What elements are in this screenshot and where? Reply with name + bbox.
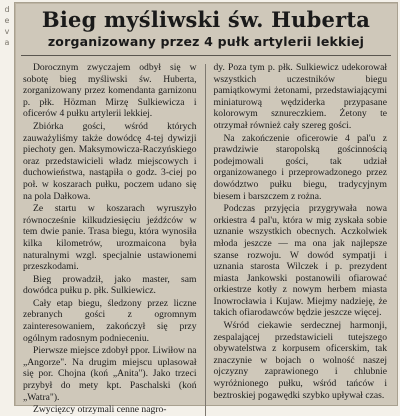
- paragraph: Wśród ciekawie serdecznej harmonji, zespalającej przedstawicieli tutejszego obywatelstwa z korpusem oficerskim, tak znaczynie w bojach o wolność naszej ojczyzny zaprawionego i chlubnie wyróżnionego pułku, wśród tańców i beztroskiej pogawędki szybko upływał czas.: [213, 320, 387, 401]
- article-columns: [15, 56, 397, 416]
- paragraph: Dorocznym zwyczajem odbył się w sobotę bieg myśliwski św. Huberta, zorganizowany przez komendanta garnizonu p. płk. Hözman Mirzę Sulkiewicza i oficerów 4 pułku artylerii lekkiej.: [23, 62, 197, 120]
- paragraph: Zbiórka gości, wśród których zauważyliśmy także dowódcę 4-tej dywizji piechoty gen. Maksymowicza-Raczyńskiego oraz przedstawicieli władz miejscowych i duchowieństwa, nastąpiła o godz. 3-ciej po poł. w koszarach pułku, poczem udano się na pola Dałkowa.: [23, 120, 197, 202]
- margin-edge-text: [1, 4, 13, 48]
- paragraph: dy. Poza tym p. płk. Sulkiewicz udekorował wszystkich uczestników biegu pamiątkowymi żetonami, przedstawiającymi miniaturową wędziderka przypasane kolorowym sznureczkiem. Żetony te otrzymał również cały szereg gości.: [213, 62, 387, 131]
- paragraph: Cały etap biegu, śledzony przez liczne zebranych gości z ogromnym zainteresowaniem, zakończył się przy ogólnym radosnym podnieceniu.: [23, 297, 197, 344]
- paragraph: Podczas przyjęcia przygrywała nowa orkiestra 4 pal'u, która w mig zyskała sobie uznanie wszystkich obecnych. Aczkolwiek młoda jeszcze — ma ona jak najlepsze szanse rozwoju. W dowód sympatji i uznania starosta Wilczek i p. prezydent miasta Jankowski postanowili ofiarować orkiestrze kotły z nowym herbem miasta Inowrocławia i Kujaw. Miejmy nadzieję, że takich ofiarodawców będzie jeszcze więcej.: [213, 203, 387, 319]
- article-headline: Bieg myśliwski św. Huberta: [41, 7, 371, 32]
- article-subheadline: zorganizowany przez 4 pułk artylerii lekkiej: [47, 34, 365, 49]
- edge-letter: v: [4, 27, 10, 36]
- paragraph: Bieg prowadził, jako master, sam dowódca pułku p. płk. Sulkiewicz.: [23, 273, 197, 297]
- edge-letter: e: [4, 16, 10, 25]
- article-column-left: [23, 62, 197, 416]
- paragraph: Na zakończenie oficerowie 4 pal'u z prawdziwie staropolską gościnnością podejmowali gości, tak udział organizowanego i przeprowadzonego przez dowództwo pułku biegu, tradycyjnym biesem i barszczem z rożna.: [213, 132, 387, 202]
- paragraph: Zwycięzcy otrzymali cenne nagro-: [33, 404, 167, 416]
- article-column-right: [214, 62, 388, 416]
- edge-letter: d: [4, 5, 10, 14]
- paragraph: Ze startu w koszarach wyruszyło równocześnie kilkudziesięciu jeźdźców w tem dwie panie. Trasa biegu, która wynosiła kilka kilometrów, urozmaicona była naturalnymi wzgl. specjalnie ustawionemi przeszkodami.: [23, 203, 197, 273]
- paragraph: Pierwsze miejsce zdobył ppor. Liwiłow na „Angorze". Na drugim miejscu uplasował się por. Chojna (koń „Anita"). Jako trzeci przybył do mety kpt. Paschalski (koń „Watra").: [23, 345, 197, 403]
- newspaper-clipping: [14, 2, 398, 416]
- column-divider: [205, 64, 206, 416]
- edge-letter: a: [4, 38, 10, 47]
